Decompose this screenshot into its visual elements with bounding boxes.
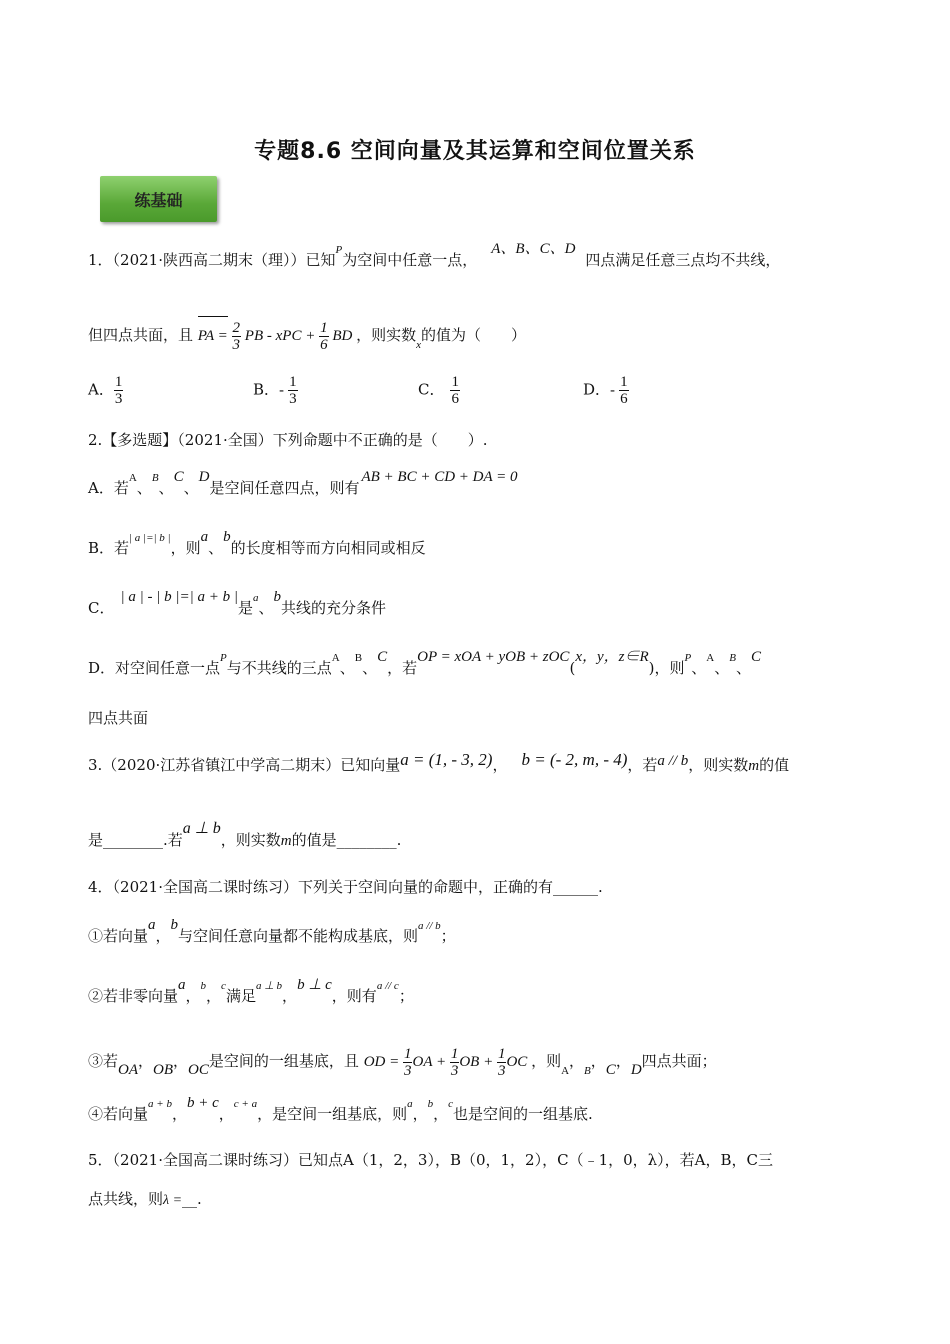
page-title: 专题8.6 空间向量及其运算和空间位置关系 xyxy=(254,139,696,164)
q1-option-d[interactable] xyxy=(583,374,629,407)
q2-c-label: C． xyxy=(88,599,115,617)
q4-item-1: ①若向量a，b与空间任意向量都不能构成基底，则$^{a // b}$； xyxy=(88,917,456,945)
q4-i3-frac3-num: 1 xyxy=(497,1046,506,1063)
q3-tail1: ，则实数 xyxy=(688,756,749,774)
q4-i3-mid: 是空间的一组基底，且 xyxy=(208,1052,359,1070)
q4-i2-mid: 满足 xyxy=(225,987,256,1005)
q4-i3-tail: 四点共面； xyxy=(641,1052,717,1070)
q3-line2-mid: ，则实数 xyxy=(220,831,281,849)
q3-vector-a: a = (1, - 3, 2) xyxy=(400,750,493,769)
q2-a-formula: AB + BC + CD + DA = 0 xyxy=(361,469,518,485)
q1-line2-end: 的值为（ ） xyxy=(420,326,526,344)
q2-option-b[interactable]: B．若$^{| a |=| b |}$，则a、b的长度相等而方向相同或相反 xyxy=(88,529,426,557)
q1-line2 xyxy=(88,318,526,354)
q1-option-c-den: 6 xyxy=(451,391,459,407)
q4-i1-mid: 与空间任意向量都不能构成基底，则 xyxy=(178,927,419,945)
q2-a-pt-a: A xyxy=(128,472,137,484)
q2-a-label: A．若 xyxy=(88,479,129,497)
q4-i2-cond1: a ⊥ b xyxy=(255,980,283,992)
q2-d-line2: 四点共面 xyxy=(88,709,149,727)
q1-option-d-label: D． xyxy=(583,380,611,399)
q4-i1-prefix: ①若向量 xyxy=(88,927,149,945)
q1-option-c[interactable] xyxy=(418,374,460,407)
q4-item-4: ④若向量$^{a + b}$，b + c，$^{c + a}$，是空间一组基底，则$^a$，$^b$，$^c$也是空间的一组基底. xyxy=(88,1095,593,1123)
q2-d-pt-a: A xyxy=(331,652,340,664)
q2-c-condition: | a | - | b |=| a + b | xyxy=(120,589,238,605)
q4-i3-vec-oa: OA xyxy=(118,1062,139,1078)
q1-option-a[interactable] xyxy=(88,374,123,407)
q2-stem: 2.【多选题】（2021·全国）下列命题中不正确的是（ ）. xyxy=(88,431,488,449)
q1-option-a-num: 1 xyxy=(114,374,123,390)
q4-item-3: ③若OA，OB，OC是空间的一组基底，且 OD = $\frac{1}{3}$ OA + $\frac{1}{3}$ OB + $\frac{1}{3}$ OC ，则$_A$，$_B$，C，D四点共面； xyxy=(88,1046,717,1080)
q1-option-a-den: 3 xyxy=(114,391,123,407)
q1-point-p: P xyxy=(335,244,343,256)
q4-i3-formula xyxy=(363,1046,531,1080)
q2-d-domain: x，y，z∈R xyxy=(575,649,649,665)
q1-frac2-den: 6 xyxy=(320,337,328,354)
q2-a-pt-b: B xyxy=(151,472,159,484)
q4-i4-vec-bc: b + c xyxy=(186,1095,219,1111)
q1-var-x: x xyxy=(416,339,421,351)
q2-d-pt2-a: A xyxy=(706,652,715,664)
q2-d-label: D．对空间任意一点 xyxy=(88,659,221,677)
q4-i3-vec-ob: OB xyxy=(153,1062,174,1078)
q2-d-mid: 与不共线的三点 xyxy=(226,659,332,677)
q4-i3-vec-oc: OC xyxy=(188,1062,209,1078)
q2-b-vec-a: a xyxy=(200,529,209,545)
q4-i4-vec-ab: a + b xyxy=(148,1098,172,1110)
q1-option-b-num: 1 xyxy=(289,374,297,390)
q4-i4-vec-ca: c + a xyxy=(233,1098,258,1110)
q1-formula-lhs: PA = xyxy=(198,319,228,353)
q1-mid: 为空间中任意一点， xyxy=(342,251,478,269)
q3-line2 xyxy=(88,820,402,851)
q3-condition-perp: a ⊥ b xyxy=(182,820,221,837)
q4-i3-frac2-num: 1 xyxy=(450,1046,459,1063)
q3-tail2: 的值 xyxy=(759,756,790,774)
q1-tail: 四点满足任意三点均不共线， xyxy=(585,251,781,269)
q4-i2-then: ，则有 xyxy=(331,987,377,1005)
q2-c-mid: 是 xyxy=(237,599,253,617)
q2-d-point-p: P xyxy=(220,652,227,664)
q1-option-a-frac xyxy=(114,374,124,407)
q4-i3-frac1-num: 1 xyxy=(403,1046,412,1063)
q1-option-b-sign: - xyxy=(279,380,285,399)
q4-i3-term3: OC xyxy=(506,1053,528,1070)
q4-item-2: ②若非零向量a，$^b$，$^c$满足$^{a \perp b}$，b ⊥ c，则有$^{a // c}$； xyxy=(88,977,414,1005)
q1-formula xyxy=(197,320,356,354)
q1-option-b[interactable] xyxy=(253,374,298,407)
q4-i2-vec-a: a xyxy=(178,977,186,993)
q1-option-d-frac xyxy=(619,374,629,407)
q5-line2-end: __. xyxy=(182,1190,202,1208)
q1-formula-term1: PB - xPC + xyxy=(244,327,316,344)
q1-points: A、B、C、D xyxy=(491,241,576,257)
q4-i3-pt-d: D xyxy=(630,1062,642,1078)
q4-i3-frac2-den: 3 xyxy=(450,1063,459,1080)
q4-i4-tail: 也是空间的一组基底. xyxy=(453,1105,593,1123)
q2-c-tail: 共线的充分条件 xyxy=(281,599,387,617)
q4-i2-condition: a // c xyxy=(376,980,399,992)
q4-i4-mid: ，是空间一组基底，则 xyxy=(257,1105,408,1123)
q4-i4-prefix: ④若向量 xyxy=(88,1105,149,1123)
q5-line1: 5．（2021·全国高二课时练习）已知点A（1，2，3），B（0，1，2），C（﹣1，0，λ），若A，B，C三 xyxy=(88,1151,774,1169)
q2-a-pt-d: D xyxy=(198,469,210,485)
q4-i3-pt-b: B xyxy=(584,1065,591,1077)
q3-line2-prefix: 是________.若 xyxy=(88,831,183,849)
q1-frac2 xyxy=(319,320,329,353)
q5-line2-prefix: 点共线，则 xyxy=(88,1190,164,1208)
q2-d-pt2-p: P xyxy=(684,652,692,664)
q1-frac2-num: 1 xyxy=(320,320,328,337)
q1-option-c-label: C． xyxy=(418,380,445,399)
q2-d-pt2-b: B xyxy=(729,652,736,664)
q1-option-a-label: A． xyxy=(88,380,114,399)
q1-option-b-den: 3 xyxy=(289,391,297,407)
q3-var-m2: m xyxy=(280,833,292,849)
q1-frac1-num: 2 xyxy=(232,320,241,337)
q4-i2-vec-c: c xyxy=(221,980,226,992)
q2-d-formula: OP = xOA + yOB + zOC xyxy=(417,649,570,665)
q4-i2-prefix: ②若非零向量 xyxy=(88,987,179,1005)
q2-b-vec-b: b xyxy=(223,529,231,545)
q2-option-a[interactable]: A．若$^A$、$^B$、C、D是空间任意四点，则有AB + BC + CD + DA = 0 xyxy=(88,469,518,497)
q3-condition-parallel: a // b xyxy=(657,753,689,769)
q3-prefix: 3.（2020·江苏省镇江中学高二期末）已知向量 xyxy=(88,756,401,774)
q1-option-b-frac xyxy=(288,374,298,407)
q4-i4-vec-c: c xyxy=(448,1098,454,1110)
q3-if: ，若 xyxy=(627,756,658,774)
q1-option-b-label: B． xyxy=(253,380,280,399)
q3-vector-b: b = (- 2, m, - 4) xyxy=(521,750,628,769)
q4-i3-prefix: ③若 xyxy=(88,1052,119,1070)
q4-i3-pt-a: A xyxy=(561,1065,570,1077)
q2-b-condition: | a |=| b | xyxy=(129,532,171,544)
q4-i1-condition: a // b xyxy=(418,920,441,932)
q2-d-if: ，若 xyxy=(387,659,418,677)
q4-i4-vec-a: a xyxy=(407,1098,413,1110)
q2-b-label: B．若 xyxy=(88,539,130,557)
q2-d-pt2-c: C xyxy=(750,649,761,665)
q4-i2-vec-b: b xyxy=(200,980,207,992)
q4-i3-frac2 xyxy=(450,1046,460,1079)
q1-line1 xyxy=(88,241,781,272)
q5-line2 xyxy=(88,1189,202,1211)
q2-a-pt-c: C xyxy=(173,469,184,485)
q4-i3-formula-lhs: OD = xyxy=(363,1053,400,1070)
q4-i2-cond2: b ⊥ c xyxy=(297,977,332,993)
q2-b-mid: ，则 xyxy=(170,539,201,557)
section-badge: 练基础 xyxy=(100,176,217,222)
q1-option-d-num: 1 xyxy=(620,374,628,390)
q4-i3-pt-c: C xyxy=(605,1062,616,1078)
q2-option-c[interactable]: C．| a | - | b |=| a + b |是$^a$、b共线的充分条件 xyxy=(88,589,387,617)
q1-option-d-sign: - xyxy=(610,380,616,399)
q1-frac1-den: 3 xyxy=(232,337,241,354)
q4-i3-then: ，则 xyxy=(531,1052,562,1070)
q2-d-pt-c: C xyxy=(377,649,388,665)
q1-line2-prefix: 但四点共面，且 xyxy=(88,326,194,344)
q3-line1: 3.（2020·江苏省镇江中学高二期末）已知向量a = (1, - 3, 2)， b = (- 2, m, - 4)，若a // b，则实数m的值 xyxy=(88,750,790,774)
q1-formula-term2: BD xyxy=(332,327,353,344)
q2-option-d[interactable]: D．对空间任意一点$^P$与不共线的三点$^A$、$^B$、C，若OP = xOA + yOB + zOC(x，y，z∈R)，则$^P$、$^A$、$^B$、C xyxy=(88,649,761,677)
q5-lambda: λ = xyxy=(163,1193,183,1208)
q4-i3-term2: OB + xyxy=(459,1053,494,1070)
q4-stem: 4．（2021·全国高二课时练习）下列关于空间向量的命题中，正确的有______. xyxy=(88,878,603,896)
q4-i1-vec-a: a xyxy=(148,917,156,933)
q2-b-tail: 的长度相等而方向相同或相反 xyxy=(230,539,426,557)
q4-i1-vec-b: b xyxy=(170,917,179,933)
q4-i3-term1: OA + xyxy=(412,1053,447,1070)
q2-c-vec-a: a xyxy=(252,592,259,604)
q1-prefix: 1．（2021·陕西高二期末（理））已知 xyxy=(88,251,336,269)
q3-line2-end: 的值是________. xyxy=(291,831,402,849)
q1-option-c-frac xyxy=(450,374,460,407)
q4-i4-vec-b: b xyxy=(427,1098,434,1110)
q2-d-then: ，则 xyxy=(654,659,685,677)
q1-line2-tail: ，则实数 xyxy=(356,326,417,344)
q1-option-d-den: 6 xyxy=(620,391,628,407)
q1-option-c-num: 1 xyxy=(451,374,459,390)
q3-var-m: m xyxy=(748,758,760,774)
q2-a-mid: 是空间任意四点，则有 xyxy=(209,479,360,497)
q4-i3-frac3-den: 3 xyxy=(497,1063,506,1080)
q4-i3-frac1-den: 3 xyxy=(403,1063,412,1080)
q1-frac1 xyxy=(232,320,242,353)
q2-d-pt-b: B xyxy=(354,652,363,664)
q2-c-vec-b: b xyxy=(273,589,281,605)
